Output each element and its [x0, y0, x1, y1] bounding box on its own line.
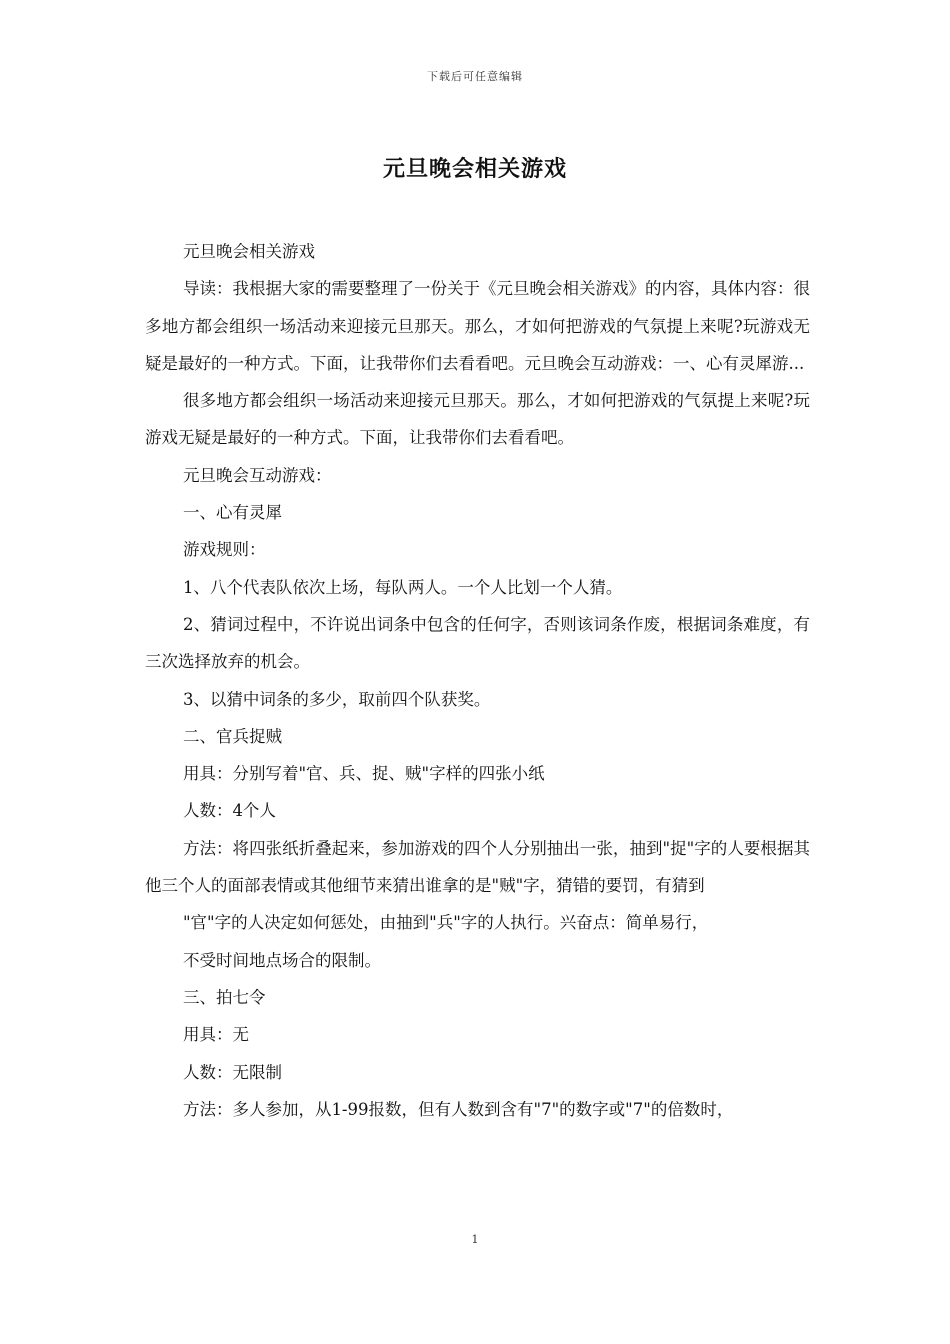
paragraph: 元旦晚会相关游戏 — [182, 242, 315, 261]
paragraph: 用具：无 — [182, 1025, 249, 1045]
paragraph: 方法：将四张纸折叠起来，参加游戏的四个人分别抽出一张，抽到"捉"字的人要根据其他三个人的面部表情或其他细节来猜出谁拿的是"贼"字，猜错的要罚，有猜到 — [145, 838, 810, 896]
document-title: 元旦晚会相关游戏 — [382, 156, 567, 182]
page-number: 1 — [471, 1233, 479, 1246]
list-item: 2、猜词过程中，不许说出词条中包含的任何字，否则该词条作废，根据词条难度，有三次选择放弃的机会。 — [145, 614, 810, 672]
paragraph: 元旦晚会互动游戏： — [182, 465, 332, 485]
paragraph: 导读：我根据大家的需要整理了一份关于《元旦晚会相关游戏》的内容，具体内容：很多地方都会组织一场活动来迎接元旦那天。那么，才如何把游戏的气氛提上来呢?玩游戏无疑是最好的一种方式。下面，让我带你们去看看吧。元旦晚会互动游戏：一、心有灵犀游... — [145, 279, 810, 373]
section-heading: 二、官兵捉贼 — [182, 726, 282, 746]
paragraph: 人数：无限制 — [182, 1062, 282, 1082]
paragraph: 方法：多人参加，从1-99报数，但有人数到含有"7"的数字或"7"的倍数时， — [182, 1099, 734, 1119]
header-note: 下载后可任意编辑 — [427, 70, 523, 83]
document-body — [145, 233, 810, 1128]
paragraph: "官"字的人决定如何惩处，由抽到"兵"字的人执行。兴奋点：简单易行， — [182, 913, 709, 933]
paragraph: 很多地方都会组织一场活动来迎接元旦那天。那么，才如何把游戏的气氛提上来呢?玩游戏无疑是最好的一种方式。下面，让我带你们去看看吧。 — [145, 391, 810, 448]
paragraph: 游戏规则： — [182, 540, 266, 560]
list-item: 3、以猜中词条的多少，取前四个队获奖。 — [182, 689, 491, 709]
paragraph: 人数：4个人 — [182, 801, 276, 821]
paragraph: 不受时间地点场合的限制。 — [182, 950, 381, 970]
section-heading: 一、心有灵犀 — [182, 503, 282, 523]
section-heading: 三、拍七令 — [182, 987, 266, 1007]
paragraph: 用具：分别写着"官、兵、捉、贼"字样的四张小纸 — [182, 764, 545, 784]
list-item: 1、八个代表队依次上场，每队两人。一个人比划一个人猜。 — [182, 577, 623, 597]
